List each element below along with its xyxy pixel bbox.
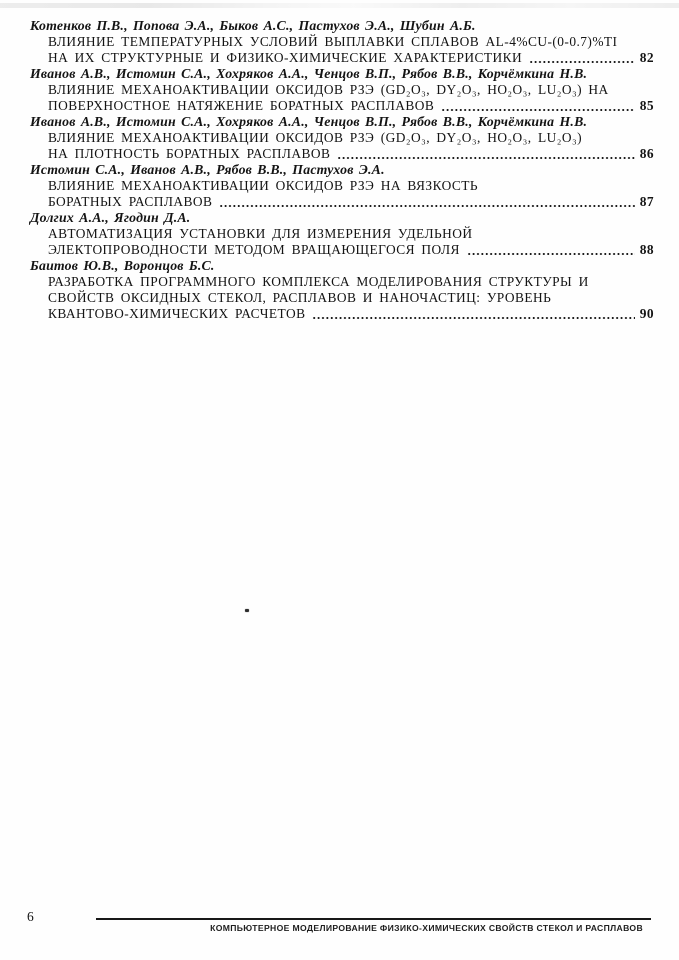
entry-title-leader-line: [30, 146, 654, 162]
entry-authors: Баитов Ю.В., Воронцов Б.С.: [30, 258, 215, 273]
entry-title-leader-line: [30, 242, 654, 258]
dotted-leader: [467, 252, 635, 256]
entry-page-number: 86: [639, 146, 654, 161]
entry-title-leader-line: [30, 50, 654, 66]
entry-authors: Котенков П.В., Попова Э.А., Быков А.С., Пастухов Э.А., Шубин А.Б.: [30, 18, 476, 33]
entry-page-number: 90: [639, 306, 654, 321]
entry-title-leader-line: [30, 306, 654, 322]
entry-title-text: БОРАТНЫХ РАСПЛАВОВ: [48, 194, 213, 209]
entry-title-text: КВАНТОВО-ХИМИЧЕСКИХ РАСЧЕТОВ: [48, 306, 306, 321]
entry-title-leader-line: [30, 98, 654, 114]
dotted-leader: [441, 108, 634, 112]
entry-title-line: РАЗРАБОТКА ПРОГРАММНОГО КОМПЛЕКСА МОДЕЛИРОВАНИЯ СТРУКТУРЫ И: [48, 274, 589, 289]
entry-title-line: ВЛИЯНИЕ ТЕМПЕРАТУРНЫХ УСЛОВИЙ ВЫПЛАВКИ СПЛАВОВ AL-4%CU-(0-0.7)%TI: [48, 34, 618, 49]
entry-page-number: 85: [639, 98, 654, 113]
entry-authors: Иванов А.В., Истомин С.А., Хохряков А.А., Ченцов В.П., Рябов В.В., Корчёмкина Н.В.: [30, 114, 588, 129]
entry-authors: Истомин С.А., Иванов А.В., Рябов В.В., Пастухов Э.А.: [30, 162, 385, 177]
dotted-leader: [219, 204, 634, 208]
entry-title-line: ВЛИЯНИЕ МЕХАНОАКТИВАЦИИ ОКСИДОВ РЗЭ (GD₂O₃, DY₂O₃, HO₂O₃, LU₂O₃): [48, 130, 583, 145]
toc-entry: [30, 18, 654, 66]
entry-authors: Долгих А.А., Ягодин Д.А.: [30, 210, 191, 225]
entry-title-line: ВЛИЯНИЕ МЕХАНОАКТИВАЦИИ ОКСИДОВ РЗЭ НА ВЯЗКОСТЬ: [48, 178, 479, 193]
toc-list: [30, 18, 654, 322]
page-number: 6: [27, 909, 34, 924]
toc-entry: [30, 66, 654, 114]
entry-title-text: ЭЛЕКТОПРОВОДНОСТИ МЕТОДОМ ВРАЩАЮЩЕГОСЯ ПОЛЯ: [48, 242, 460, 257]
entry-page-number: 88: [639, 242, 654, 257]
footer-rule: [96, 918, 651, 920]
entry-page-number: 87: [639, 194, 654, 209]
entry-title-text: ПОВЕРХНОСТНОЕ НАТЯЖЕНИЕ БОРАТНЫХ РАСПЛАВОВ: [48, 98, 435, 113]
scan-artifact-band: [0, 3, 679, 8]
toc-entry: [30, 258, 654, 322]
entry-page-number: 82: [639, 50, 654, 65]
entry-title-text: НА ПЛОТНОСТЬ БОРАТНЫХ РАСПЛАВОВ: [48, 146, 331, 161]
dotted-leader: [312, 316, 634, 320]
toc-entry: [30, 114, 654, 162]
entry-title-line: АВТОМАТИЗАЦИЯ УСТАНОВКИ ДЛЯ ИЗМЕРЕНИЯ УДЕЛЬНОЙ: [48, 226, 473, 241]
dotted-leader: [529, 60, 635, 64]
toc-entry: [30, 162, 654, 210]
toc-entry: [30, 210, 654, 258]
scan-speck: [245, 609, 249, 612]
entry-title-line: ВЛИЯНИЕ МЕХАНОАКТИВАЦИИ ОКСИДОВ РЗЭ (GD₂O₃, DY₂O₃, HO₂O₃, LU₂O₃) НА: [48, 82, 609, 97]
entry-title-leader-line: [30, 194, 654, 210]
entry-title-text: НА ИХ СТРУКТУРНЫЕ И ФИЗИКО-ХИМИЧЕСКИЕ ХАРАКТЕРИСТИКИ: [48, 50, 523, 65]
entry-title-line: СВОЙСТВ ОКСИДНЫХ СТЕКОЛ, РАСПЛАВОВ И НАНОЧАСТИЦ: УРОВЕНЬ: [48, 290, 552, 305]
dotted-leader: [337, 156, 634, 160]
entry-authors: Иванов А.В., Истомин С.А., Хохряков А.А., Ченцов В.П., Рябов В.В., Корчёмкина Н.В.: [30, 66, 588, 81]
footer-running-title: КОМПЬЮТЕРНОЕ МОДЕЛИРОВАНИЕ ФИЗИКО-ХИМИЧЕСКИХ СВОЙСТВ СТЕКОЛ И РАСПЛАВОВ: [210, 923, 643, 933]
